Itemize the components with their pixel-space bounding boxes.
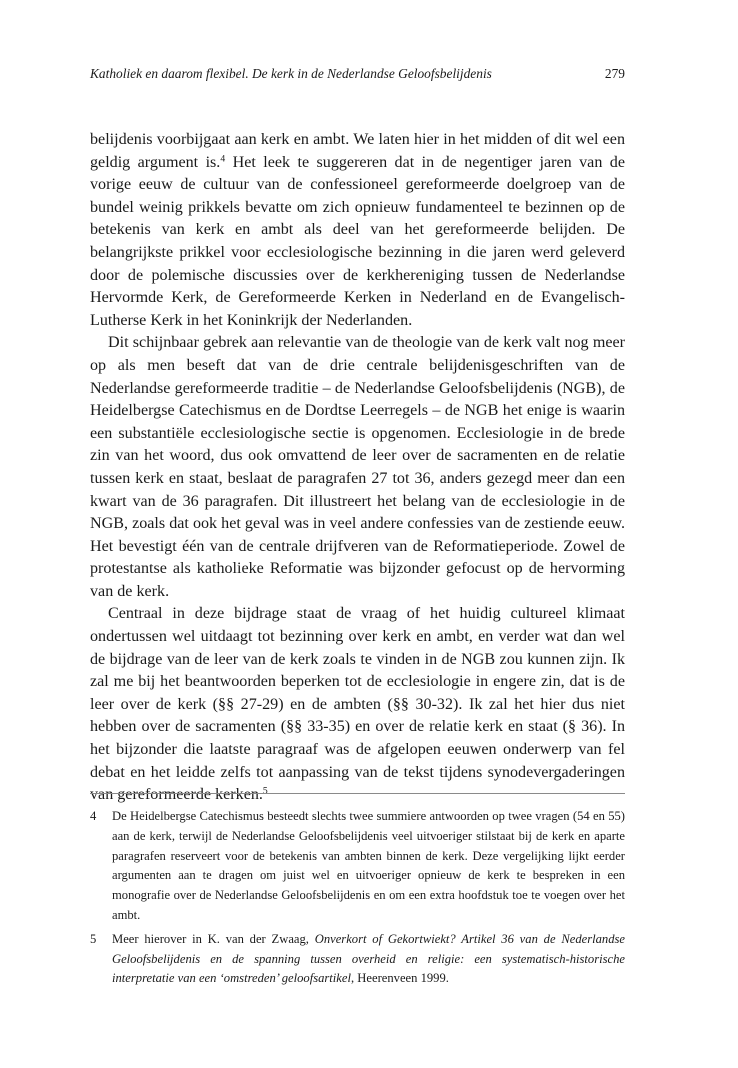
footnote-5 [90, 930, 625, 989]
paragraph-1-text-b: Het leek te suggereren dat in de negentiger jaren van de vorige eeuw de cultuur van de confessioneel gereformeerde doelgroep van de bundel weinig prikkels bevatte om zich opnieuw fundamenteel te bezinnen op de betekenis van kerk en ambt als deel van het gereformeerde belijden. De belangrijkste prikkel voor ecclesiologische bezinning in die jaren werd geleverd door de polemische discussies over de kerkhereniging tussen de Nederlandse Hervormde Kerk, de Gereformeerde Kerken in Nederland en de Evangelisch-Lutherse Kerk in het Koninkrijk der Nederlanden. [90, 153, 625, 329]
paragraph-1-text-a: belijdenis voorbijgaat aan kerk en ambt. We laten hier in het midden of dit wel een geldig argument is. [90, 131, 625, 171]
footnote-4 [90, 807, 625, 926]
paragraph-3-text: Centraal in deze bijdrage staat de vraag of het huidig cultureel klimaat ondertussen wel uitdaagt tot bezinning over kerk en ambt, en verder wat dan wel de bijdrage van de leer van de kerk zoals te vinden in de NGB zou kunnen zijn. Ik zal me bij het beantwoorden beperken tot de ecclesiologie in engere zin, dat is de leer over de kerk (§§ 27-29) en de ambten (§§ 30-32). Ik zal het hier dus niet hebben over de sacramenten (§§ 33-35) en over de relatie kerk en staat (§ 36). In het bijzonder die laatste paragraaf was de afgelopen eeuwen onderwerp van fel debat en het leidde zelfs tot aanpassing van de tekst tijdens synodevergaderingen van gereformeerde kerken. [90, 605, 625, 804]
footnote-divider [90, 793, 625, 794]
footnote-ref-4[interactable]: 4 [220, 153, 226, 165]
footnotes [90, 807, 625, 993]
document-page [90, 0, 625, 1068]
footnote-number: 4 [90, 809, 97, 823]
footnote-text-post: , Heerenveen 1999. [351, 971, 449, 986]
body-text [90, 129, 625, 807]
paragraph-1 [90, 129, 625, 332]
paragraph-3 [90, 603, 625, 806]
page-number: 279 [604, 66, 625, 81]
footnote-number: 5 [90, 931, 97, 946]
running-title: Katholiek en daarom flexibel. De kerk in de Nederlandse Geloofsbelijdenis [90, 66, 492, 81]
footnote-text-pre: Meer hierover in K. van der Zwaag, [112, 931, 315, 946]
footnote-ref-5[interactable]: 5 [262, 785, 268, 797]
footnote-text: De Heidelbergse Catechismus besteedt slechts twee summiere antwoorden op twee vragen (54 en 55) aan de kerk, terwijl de Nederlandse Geloofsbelijdenis veel uitvoeriger stilstaat bij de kerk en aparte paragrafen reserveert voor de betekenis van ambten binnen de kerk. Deze vergelijking lijkt eerder argumenten aan te dragen om juist wel en uitvoeriger opnieuw de kerk te bespreken in een monografie over de Nederlandse Geloofsbelijdenis en om een extra hoofdstuk toe te voegen over het ambt. [112, 809, 625, 922]
footnote-cited-title: Onverkort of Gekortwiekt? Artikel 36 van de Nederlandse Geloofsbelijdenis en de spanning tussen overheid en religie: een systematisch-historische interpretatie van een ‘omstreden’ geloofsartikel [112, 931, 625, 986]
running-header [90, 64, 625, 84]
paragraph-2: Dit schijnbaar gebrek aan relevantie van de theologie van de kerk valt nog meer op als men beseft dat van de drie centrale belijdenisgeschriften van de Nederlandse gereformeerde traditie – de Nederlandse Geloofsbelijdenis (NGB), de Heidelbergse Catechismus en de Dordtse Leerregels – de NGB het enige is waarin een substantiële ecclesiologische sectie is opgenomen. Ecclesiologie in de brede zin van het woord, dus ook omvattend de leer over de sacramenten en de relatie tussen kerk en staat, beslaat de paragrafen 27 tot 36, anders gezegd meer dan een kwart van de 36 paragrafen. Dit illustreert het belang van de ecclesiologie in de NGB, zoals dat ook het geval was in veel andere confessies van de zestiende eeuw. Het bevestigt één van de centrale drijfveren van de Reformatieperiode. Zowel de protestantse als katholieke Reformatie was bijzonder gefocust op de hervorming van de kerk. [90, 334, 625, 600]
